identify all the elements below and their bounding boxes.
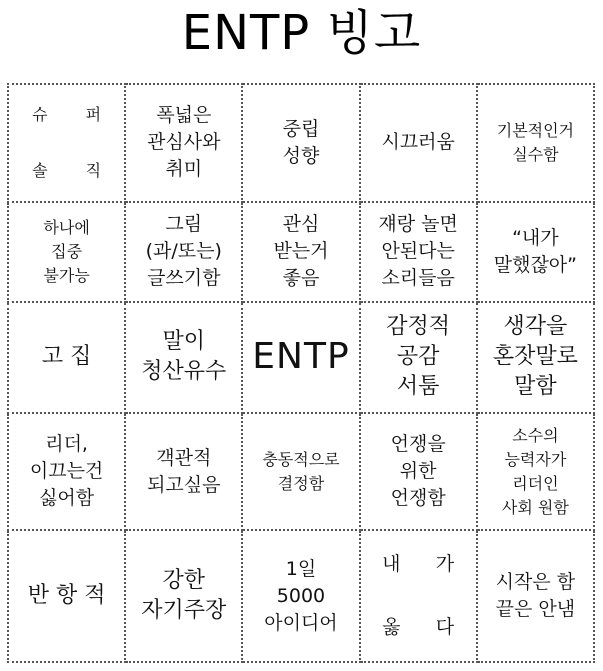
- cell-char: 가: [435, 553, 455, 576]
- bingo-cell[interactable]: 고 집: [8, 302, 125, 413]
- cell-char: 퍼: [85, 104, 102, 124]
- bingo-cell[interactable]: [8, 84, 125, 202]
- bingo-row: [8, 202, 594, 302]
- spaced-text: [365, 533, 472, 659]
- bingo-cell[interactable]: 말이 청산유수: [125, 302, 242, 413]
- bingo-cell[interactable]: 충동적으로 결정함: [242, 413, 359, 531]
- cell-char: 솔: [32, 160, 48, 180]
- bingo-cell[interactable]: 쟤랑 놀면 안된다는 소리들음: [360, 202, 477, 302]
- bingo-cell[interactable]: 생각을 혼잣말로 말함: [477, 302, 594, 413]
- bingo-cell-center[interactable]: ENTP: [242, 302, 359, 413]
- bingo-cell[interactable]: 객관적 되고싶음: [125, 413, 242, 531]
- bingo-cell[interactable]: 폭넓은 관심사와 취미: [125, 84, 242, 202]
- bingo-cell[interactable]: 기본적인거 실수함: [477, 84, 594, 202]
- bingo-cell[interactable]: 하나에 집중 불가능: [8, 202, 125, 302]
- bingo-cell[interactable]: 강한 자기주장: [125, 530, 242, 662]
- bingo-cell[interactable]: 중립 성향: [242, 84, 359, 202]
- cell-char: 슈: [32, 104, 48, 124]
- cell-char: 내: [382, 553, 401, 576]
- page-title: ENTP 빙고: [181, 5, 422, 61]
- cell-char: 옳: [382, 616, 401, 639]
- bingo-row: [8, 84, 594, 202]
- bingo-row: [8, 530, 594, 662]
- bingo-row: [8, 413, 594, 531]
- bingo-cell[interactable]: 1일 5000 아이디어: [242, 530, 359, 662]
- bingo-cell[interactable]: “내가 말했잖아”: [477, 202, 594, 302]
- bingo-cell[interactable]: 시작은 함 끝은 안냄: [477, 530, 594, 662]
- spaced-text: [13, 87, 120, 199]
- bingo-cell[interactable]: 리더, 이끄는건 싫어함: [8, 413, 125, 531]
- bingo-cell[interactable]: 반 항 적: [8, 530, 125, 662]
- bingo-board: [7, 83, 595, 663]
- bingo-cell[interactable]: 소수의 능력자가 리더인 사회 원함: [477, 413, 594, 531]
- cell-char: 직: [85, 160, 102, 180]
- bingo-cell[interactable]: 감정적 공감 서툼: [360, 302, 477, 413]
- bingo-cell[interactable]: 관심 받는거 좋음: [242, 202, 359, 302]
- bingo-cell[interactable]: 시끄러움: [360, 84, 477, 202]
- bingo-cell[interactable]: 언쟁을 위한 언쟁함: [360, 413, 477, 531]
- bingo-cell[interactable]: 그림 (과/또는) 글쓰기함: [125, 202, 242, 302]
- bingo-cell[interactable]: [360, 530, 477, 662]
- cell-char: 다: [435, 616, 455, 639]
- bingo-row: [8, 302, 594, 413]
